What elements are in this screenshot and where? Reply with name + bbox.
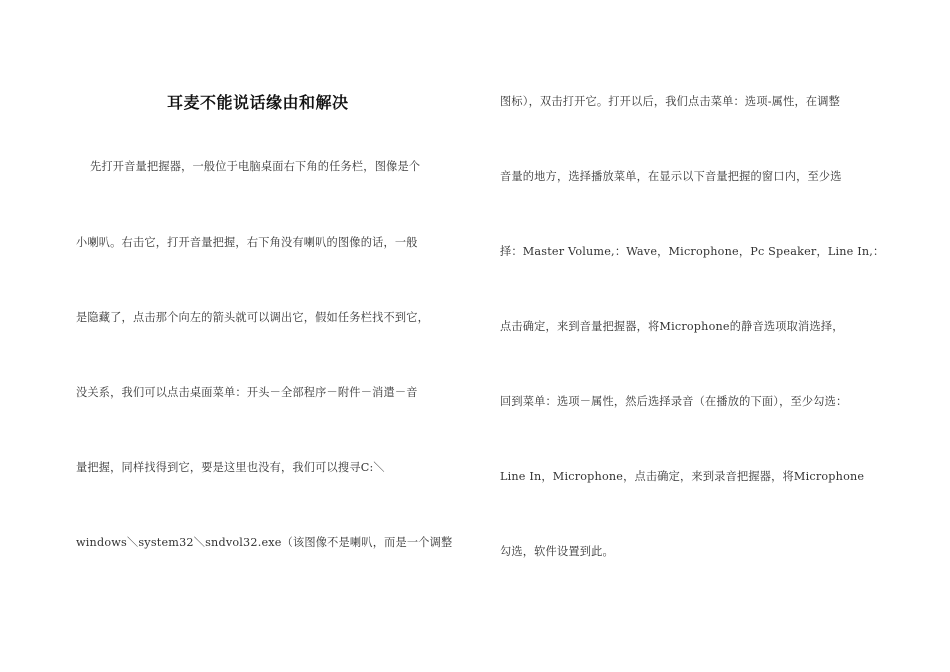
paragraph-line: 点击确定，来到音量把握器，将Microphone的静音选项取消选择， [500, 320, 844, 333]
paragraph-line: 回到菜单：选项－属性，然后选择录音（在播放的下面），至少勾选： [500, 395, 848, 408]
paragraph-line: 先打开音量把握器，一般位于电脑桌面右下角的任务栏，图像是个 [90, 160, 421, 173]
paragraph-line: 勾选，软件设置到此。 [500, 545, 614, 558]
paragraph-line: Line In，Microphone，点击确定，来到录音把握器，将Microphone [500, 470, 865, 483]
paragraph-line: 图标），双击打开它。打开以后，我们点击菜单：选项-属性，在调整 [500, 95, 841, 108]
paragraph-line: 音量的地方，选择播放菜单，在显示以下音量把握的窗口内，至少选 [500, 170, 842, 183]
paragraph-line: 小喇叭。右击它，打开音量把握，右下角没有喇叭的图像的话，一般 [76, 236, 418, 249]
document-title: 耳麦不能说话缘由和解决 [167, 93, 349, 112]
paragraph-line: windows＼system32＼sndvol32.exe（该图像不是喇叭，而是一个调整 [76, 536, 453, 549]
paragraph-line: 择：Master Volume,：Wave，Microphone，Pc Speaker，Line In,： [500, 245, 885, 258]
paragraph-line: 是隐藏了，点击那个向左的箭头就可以调出它，假如任务栏找不到它， [76, 311, 430, 324]
paragraph-line: 量把握，同样找得到它，要是这里也没有，我们可以搜寻C:＼ [76, 461, 385, 474]
paragraph-line: 没关系，我们可以点击桌面菜单：开头－全部程序－附件－消遣－音 [76, 386, 418, 399]
